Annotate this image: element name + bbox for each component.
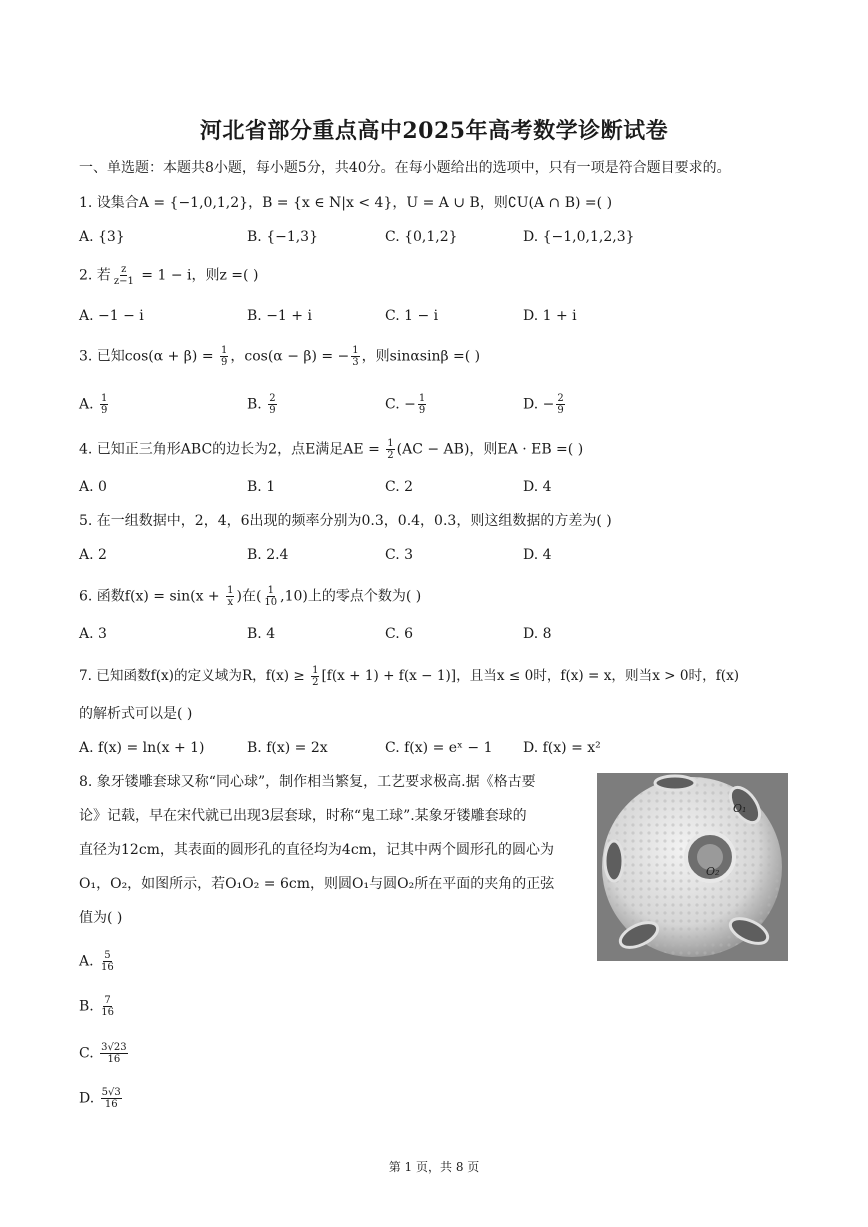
q6-option-d: D. 8 [523,626,552,642]
q6-stem-mid: )在( [236,588,262,605]
ivory-ball-figure [597,773,788,961]
q8-c-pre: C. [79,1045,99,1062]
question-2-stem [79,264,258,287]
q7-option-a: A. f(x) = ln(x + 1) [79,740,205,756]
left-hole [605,841,623,881]
q3-b-pre: B. [247,396,267,413]
q6-f2-num: 1 [267,585,274,596]
q4-option-b: B. 1 [247,479,276,495]
q3-stem-mid: ，cos(α − β) = − [230,348,350,365]
q8-b-frac [100,995,115,1018]
page-title: 河北省部分重点高中2025年高考数学诊断试卷 [199,118,669,144]
question-8-line-2: 论》记载，早在宋代就已出现3层套球，时称“鬼工球”.某象牙镂雕套球的 [79,808,527,824]
q4-f-num: 1 [387,438,394,449]
q8-b-num: 7 [104,995,111,1006]
q5-option-b: B. 2.4 [247,547,289,563]
q6-f1-num: 1 [227,585,234,596]
page-footer: 第 1 页，共 8 页 [388,1160,480,1174]
q3-d-pre: D. − [523,396,555,413]
q2-option-a: A. −1 − i [79,308,144,324]
q7-fraction [311,665,319,688]
q3-d-num: 2 [557,393,564,404]
question-7-stem [79,665,739,688]
q6-f2-den: 10 [264,597,278,608]
question-4-stem [79,438,583,461]
q7-option-b: B. f(x) = 2x [247,740,328,756]
q1-option-c: C. {0,1,2} [385,229,458,245]
question-1-stem: 1. 设集合A = {−1,0,1,2}，B = {x ∈ N|x < 4}，U = A ∪ B，则∁U(A ∩ B) =( ) [79,195,613,211]
q4-fraction [386,438,394,461]
q8-d-frac [101,1087,122,1110]
q2-stem-pre: 2. 若 [79,267,111,284]
question-7-stem-line2: 的解析式可以是( ) [79,706,193,722]
q6-option-c: C. 6 [385,626,414,642]
q8-c-frac [100,1042,127,1065]
question-8-line-1: 8. 象牙镂雕套球又称“同心球”，制作相当繁复，工艺要求极高.据《格古要 [79,774,536,790]
question-8-line-3: 直径为12cm，其表面的圆形孔的直径均为4cm，记其中两个圆形孔的圆心为 [79,842,554,858]
q3-f1-num: 1 [221,345,228,356]
q4-stem-pre: 4. 已知正三角形ABC的边长为2，点E满足AE = [79,441,385,458]
q6-option-b: B. 4 [247,626,276,642]
q7-option-d: D. f(x) = x² [523,740,601,756]
q4-stem-post: (AC − AB)，则EA · EB =( ) [396,441,584,458]
q3-b-frac [268,393,276,416]
q3-option-b [247,393,279,416]
q5-option-c: C. 3 [385,547,414,563]
q8-a-num: 5 [104,950,111,961]
q8-d-num: 5√3 [101,1087,121,1098]
q4-f-den: 2 [387,450,394,461]
section-heading: 一、单选题：本题共8小题，每小题5分，共40分。在每小题给出的选项中，只有一项是符合题目要求的。 [79,160,731,176]
q8-option-c [79,1042,130,1065]
q4-option-c: C. 2 [385,479,414,495]
q6-f1-den: x [227,597,234,608]
q8-d-den: 16 [104,1099,118,1110]
q3-b-den: 9 [269,405,276,416]
q3-stem-post: ，则sinαsinβ =( ) [361,348,481,365]
q3-a-pre: A. [79,396,99,413]
q3-option-d [523,393,567,416]
q2-frac-num: z [121,264,127,275]
q2-option-d: D. 1 + i [523,308,577,324]
q2-option-b: B. −1 + i [247,308,312,324]
q3-stem-pre: 3. 已知cos(α + β) = [79,348,218,365]
q2-option-c: C. 1 − i [385,308,439,324]
q3-f2-num: 1 [352,345,359,356]
q3-option-a [79,393,110,416]
q3-a-den: 9 [101,405,108,416]
q6-fraction-2 [263,585,278,608]
q8-d-pre: D. [79,1090,99,1107]
q3-d-frac [556,393,564,416]
q3-a-frac [100,393,108,416]
q5-option-d: D. 4 [523,547,552,563]
q3-fraction-1 [220,345,228,368]
q8-b-pre: B. [79,998,99,1015]
ivory-ball-svg [597,773,788,961]
q3-d-den: 9 [557,405,564,416]
q3-f1-den: 9 [221,357,228,368]
question-6-stem [79,585,421,608]
q6-option-a: A. 3 [79,626,107,642]
q3-b-num: 2 [269,393,276,404]
q3-a-num: 1 [101,393,108,404]
q3-c-frac [418,393,426,416]
q8-a-den: 16 [101,962,114,973]
q2-stem-post: = 1 − i，则z =( ) [136,267,259,284]
q5-option-a: A. 2 [79,547,107,563]
q3-c-pre: C. − [385,396,416,413]
top-hole [655,776,695,790]
q8-option-b [79,995,117,1018]
label-o2: O₂ [706,865,720,878]
q4-option-d: D. 4 [523,479,552,495]
q2-frac-den: z−1 [113,276,134,287]
q7-option-c: C. f(x) = eˣ − 1 [385,740,493,756]
q8-option-a [79,950,117,973]
q8-a-frac [100,950,115,973]
q3-f2-den: 3 [352,357,359,368]
q3-c-num: 1 [418,393,426,404]
q1-option-a: A. {3} [79,229,125,245]
q6-stem-pre: 6. 函数f(x) = sin(x + [79,588,225,605]
q7-stem-pre: 7. 已知函数f(x)的定义域为R，f(x) ≥ [79,668,310,684]
label-o1: O₁ [733,802,747,815]
q8-c-num: 3√23 [101,1042,127,1053]
q7-stem-post: [f(x + 1) + f(x − 1)]，且当x ≤ 0时，f(x) = x，则当x > 0时，f(x) [321,668,740,684]
q3-option-c [385,393,428,416]
question-8-line-5: 值为( ) [79,910,123,926]
question-5-stem: 5. 在一组数据中，2，4，6出现的频率分别为0.3，0.4，0.3，则这组数据的方差为( ) [79,513,612,529]
q8-b-den: 16 [101,1007,114,1018]
q2-fraction [113,264,135,287]
q7-f-den: 2 [312,677,319,688]
q6-fraction-1 [226,585,234,608]
question-8-line-4: O₁，O₂，如图所示，若O₁O₂ = 6cm，则圆O₁与圆O₂所在平面的夹角的正弦 [79,876,555,892]
q8-a-pre: A. [79,953,99,970]
q6-stem-post: ,10)上的零点个数为( ) [280,588,422,605]
q1-option-b: B. {−1,3} [247,229,318,245]
q1-option-d: D. {−1,0,1,2,3} [523,229,635,245]
q3-fraction-2 [351,345,359,368]
q8-option-d [79,1087,124,1110]
q3-c-den: 9 [418,405,426,416]
q4-option-a: A. 0 [79,479,107,495]
q8-c-den: 16 [107,1054,121,1065]
question-3-stem [79,345,480,368]
q7-f-num: 1 [312,665,319,676]
